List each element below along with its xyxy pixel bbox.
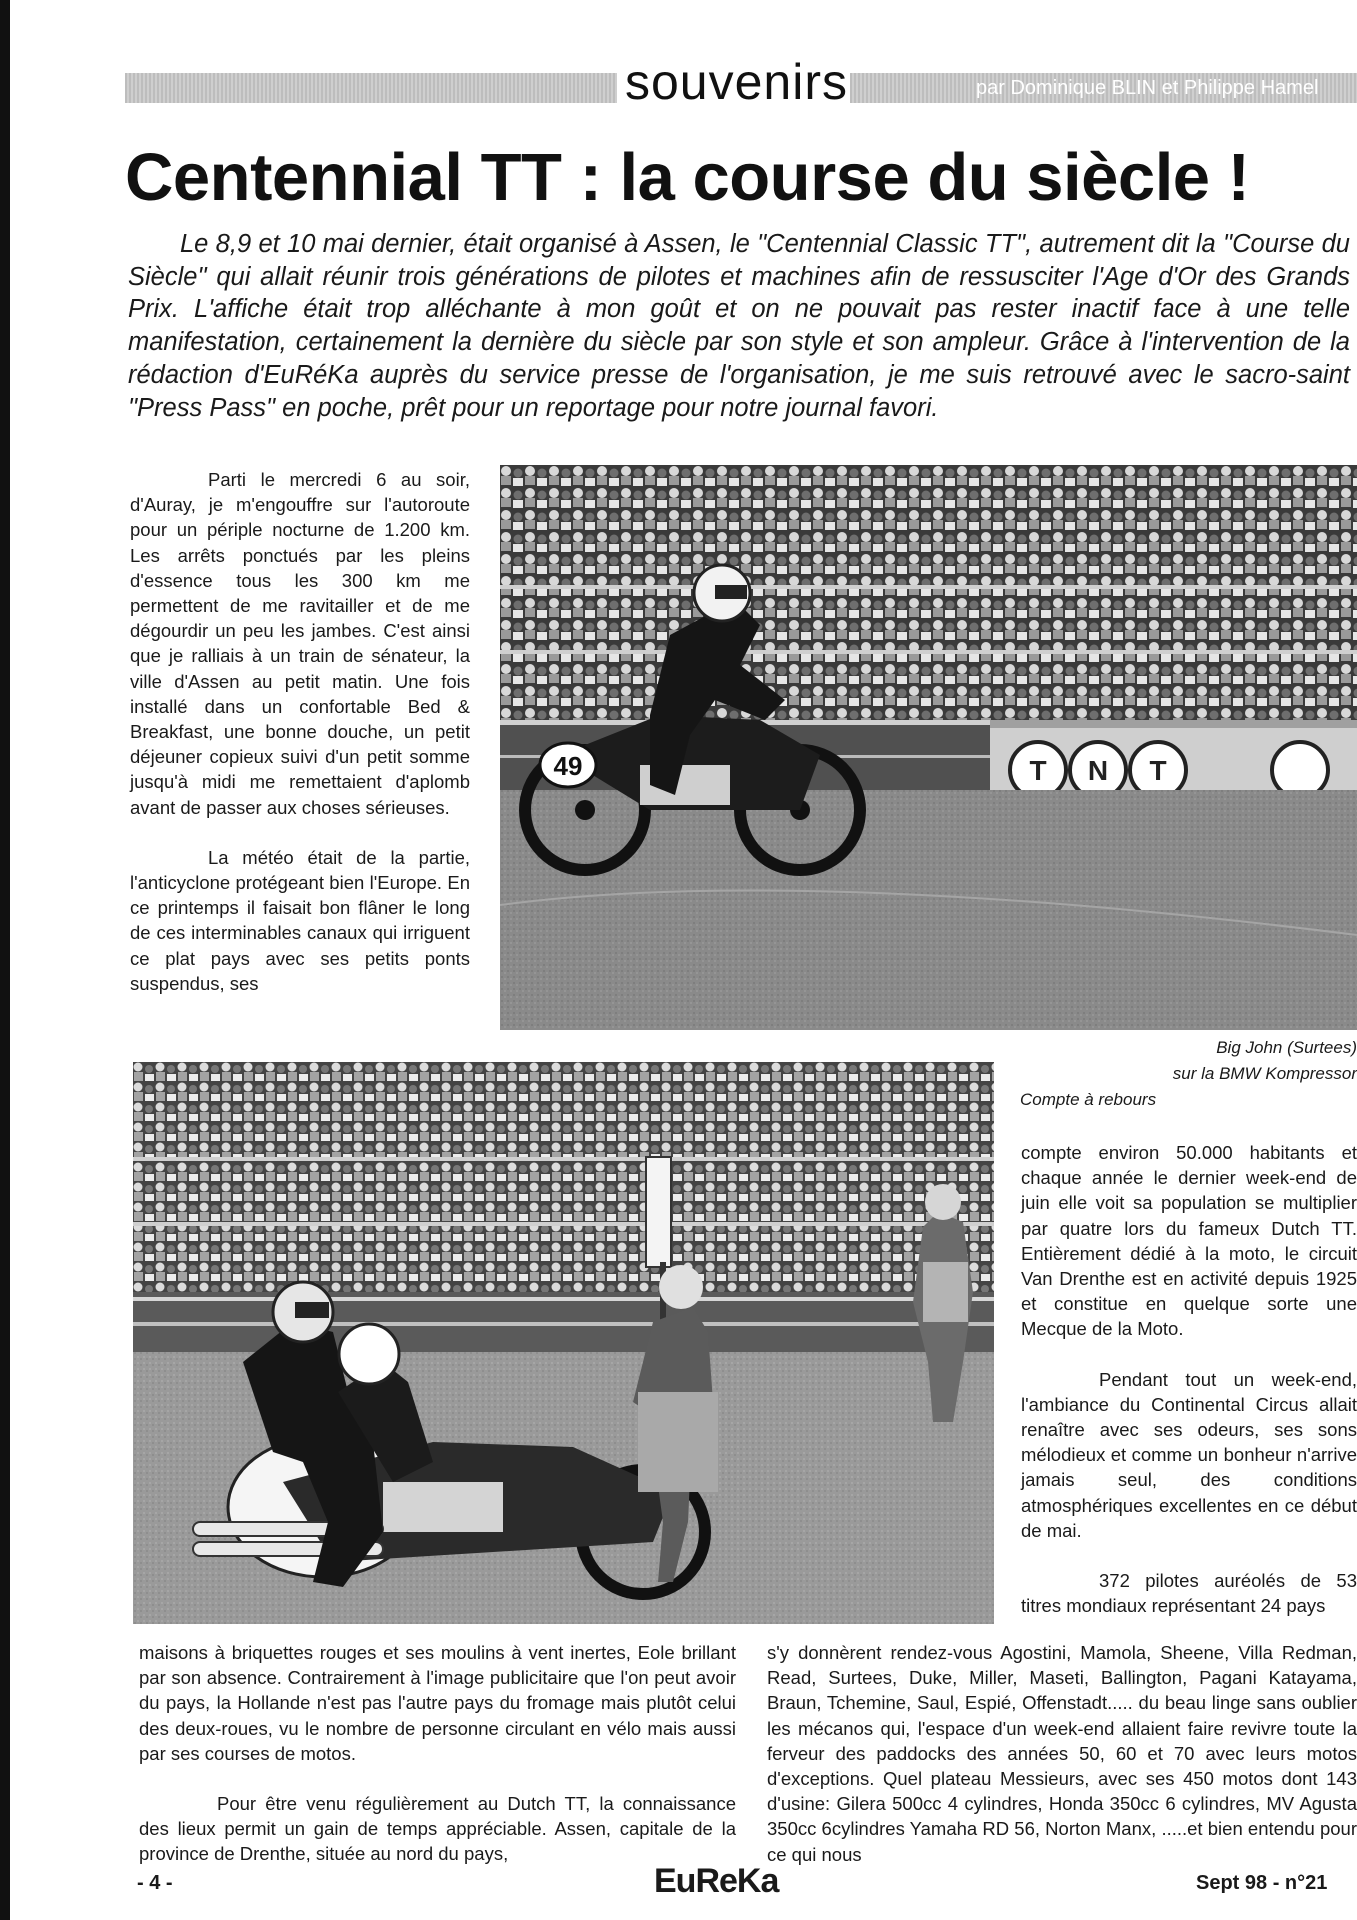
- left-paragraph-2: La météo était de la partie, l'anticyclone protégeant bien l'Europe. En ce printemps il faisait bon flâner le long de ces interminables canaux qui irriguent ce plat pays avec ses petits ponts suspendus, ses: [130, 846, 470, 994]
- tnt-letter-1: T: [1029, 755, 1047, 786]
- bottom-left-paragraph-1: maisons à briquettes rouges et ses moulins à vent inertes, Eole brillant par son absence. Contrairement à l'image publicitaire que l'on peut avoir du pays, la Hollande n'est pas l'autre pays du fromage mais plutôt celui des deux-roues, vu le nombre de personne circulant en vélo mais aussi par ses courses de motos.: [139, 1642, 736, 1764]
- photo-compte-a-rebours-image: [133, 1062, 994, 1624]
- bottom-left-column: [139, 1640, 736, 1892]
- right-paragraph-1: compte environ 50.000 habitants et chaque année le dernier week-end de juin elle voit sa population se multiplier par quatre lors du fameux Dutch TT. Entièrement dédié à la moto, le circuit Van Drenthe est en activité depuis 1925 et constitue en quelque sorte une Mecque de la Moto.: [1021, 1142, 1357, 1340]
- caption-big-john-line-1: Big John (Surtees): [1216, 1038, 1357, 1057]
- left-paragraph-1: Parti le mercredi 6 au soir, d'Auray, je m'engouffre sur l'autoroute pour un périple nocturne de 1.200 km. Les arrêts ponctués par les pleins d'essence tous les 300 km me permettent de me ravitailler et de me dégourdir un peu les jambes. C'est ainsi que je ralliais à un train de sénateur, la ville d'Assen au petit matin. Une fois installé dans un confortable Bed & Breakfast, une bonne douche, un petit déjeuner copieux suivi d'un petit somme jusqu'à midi me remettaient d'aplomb avant de passer aux choses sérieuses.: [130, 469, 470, 818]
- left-column: [130, 467, 470, 1021]
- section-title: souvenirs: [625, 54, 848, 110]
- article-title: Centennial TT : la course du siècle !: [125, 140, 1250, 215]
- header-bar-left: [125, 73, 617, 103]
- right-column: [1021, 1140, 1357, 1643]
- page-number: - 4 -: [137, 1872, 173, 1894]
- caption-big-john: [1050, 1035, 1357, 1087]
- photo-big-john-image: [500, 465, 1357, 1030]
- right-paragraph-2: Pendant tout un week-end, l'ambiance du Continental Circus allait renaître avec ses odeurs, ses sons mélodieux et comme un bonheur n'arrive jamais seul, des conditions atmosphériques excellentes en ce début de mai.: [1021, 1368, 1357, 1541]
- bike-number: 49: [553, 751, 583, 781]
- article-intro: Le 8,9 et 10 mai dernier, était organisé à Assen, le "Centennial Classic TT", autrement dit la "Course du Siècle" qui allait réunir trois générations de pilotes et machines afin de ressusciter l'Age d'Or des Grands Prix. L'affiche était trop alléchante à mon goût et on ne pouvait pas rester inactif face à une telle manifestation, certainement la dernière du siècle par son style et son ampleur. Grâce à l'intervention de la rédaction d'EuRéKa auprès du service presse de l'organisation, je me suis retrouvé avec le sacro-saint "Press Pass" en poche, prêt pour un reportage pour notre journal favori.: [128, 230, 1350, 422]
- bottom-left-paragraph-2: Pour être venu régulièrement au Dutch TT, la connaissance des lieux permit un gain de temps appréciable. Assen, capitale de la province de Drenthe, située au nord du pays,: [139, 1793, 736, 1865]
- caption-big-john-line-2: sur la BMW Kompressor: [1172, 1064, 1357, 1083]
- eureka-logo: EuReKa: [654, 1862, 779, 1900]
- caption-compte-a-rebours: Compte à rebours: [1020, 1090, 1157, 1109]
- issue-label: Sept 98 - n°21: [1196, 1872, 1328, 1894]
- photo-big-john: [500, 465, 1357, 1030]
- authors-byline: par Dominique BLIN et Philippe Hamel: [976, 77, 1319, 99]
- right-paragraph-3: 372 pilotes auréolés de 53 titres mondiaux représentant 24 pays: [1021, 1570, 1357, 1617]
- page-edge: [0, 0, 10, 1920]
- photo-compte-a-rebours: [133, 1062, 994, 1624]
- bottom-right-paragraph-1: s'y donnèrent rendez-vous Agostini, Mamola, Sheene, Villa Redman, Read, Surtees, Duke, Miller, Maseti, Ballington, Pagani Katayama, Braun, Tchemine, Saul, Espié, Offenstadt..... du beau linge sans oublier les mécanos qui, l'espace d'un week-end allaient faire revivre toute la ferveur des paddocks des années 50, 60 et 70 avec leurs motos d'exceptions. Quel plateau Messieurs, avec ses 450 motos dont 143 d'usine: Gilera 500cc 4 cylindres, Honda 350cc 6 cylindres, MV Agusta 350cc 6cylindres Yamaha RD 56, Norton Manx, .....et bien entendu pour ce qui nous: [767, 1642, 1357, 1865]
- bottom-right-column: [767, 1640, 1357, 1892]
- tnt-letter-3: T: [1149, 755, 1167, 786]
- tnt-letter-2: N: [1087, 755, 1109, 786]
